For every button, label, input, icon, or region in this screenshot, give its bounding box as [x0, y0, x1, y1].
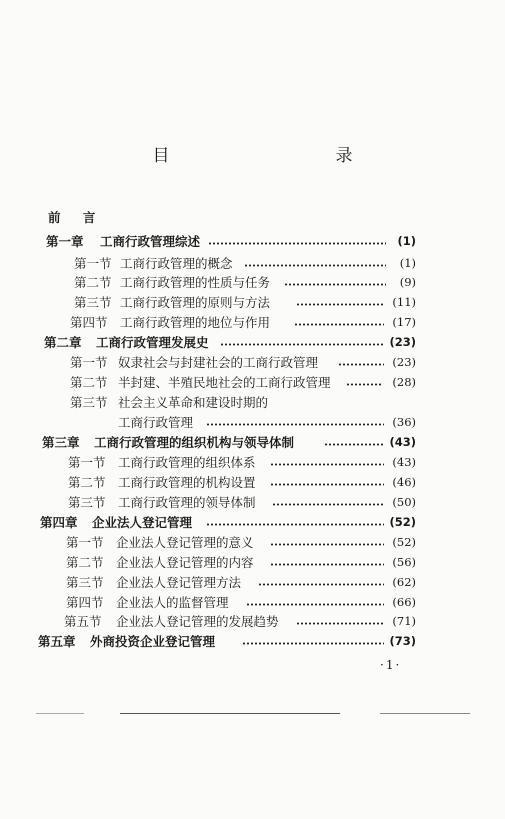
toc-section-title: 企业法人的监督管理 [116, 595, 229, 610]
toc-leader-dots [270, 463, 384, 466]
toc-section [70, 394, 416, 411]
scan-edge-line [120, 713, 340, 714]
toc-chapter-title: 外商投资企业登记管理 [90, 634, 216, 649]
toc-leader-dots [270, 483, 384, 486]
toc-section [74, 255, 416, 272]
toc-chapter [46, 233, 416, 250]
toc-page-number: (23) [392, 355, 416, 369]
toc-section-title: 企业法人登记管理的意义 [116, 535, 254, 550]
toc-leader-dots [258, 583, 384, 586]
toc-section-number: 第二节 [66, 555, 104, 570]
toc-leader-dots [206, 423, 384, 426]
toc-page-number: (50) [392, 495, 416, 509]
toc-page-number: (9) [399, 275, 416, 289]
toc-leader-dots [270, 563, 384, 566]
toc-chapter-title: 工商行政管理的组织机构与领导体制 [94, 435, 295, 450]
toc-section-title: 工商行政管理的地位与作用 [120, 315, 271, 330]
toc-page-number: (43) [389, 435, 416, 449]
toc-section-number: 第二节 [68, 475, 106, 490]
toc-section-number: 第一节 [66, 535, 104, 550]
toc-section-number: 第一节 [74, 256, 112, 271]
toc-page-number: (56) [392, 555, 416, 569]
toc-section-title: 企业法人登记管理的发展趋势 [116, 614, 279, 629]
toc-chapter-number: 第三章 [42, 435, 80, 450]
toc-chapter [42, 434, 416, 451]
toc-section [68, 474, 416, 491]
toc-page-number: (11) [392, 295, 416, 309]
toc-leader-dots [296, 622, 384, 625]
toc-section [70, 314, 416, 331]
toc-page-number: (23) [389, 335, 416, 349]
toc-page-number: (62) [392, 575, 416, 589]
toc-chapter-number: 第二章 [44, 335, 82, 350]
toc-page-number: (73) [389, 634, 416, 648]
toc-leader-dots [206, 523, 384, 526]
scan-edge-line [380, 713, 470, 714]
toc-section [70, 374, 416, 391]
toc-section [74, 274, 416, 291]
toc-page-number: (28) [392, 375, 416, 389]
toc-section-title: 工商行政管理的性质与任务 [120, 275, 271, 290]
toc-section [68, 454, 416, 471]
toc-section [66, 574, 416, 591]
toc-leader-dots [270, 543, 384, 546]
toc-leader-dots [284, 283, 386, 286]
toc-section-title: 企业法人登记管理的内容 [116, 555, 254, 570]
toc-section-title: 工商行政管理的原则与方法 [120, 295, 271, 310]
toc-section-title: 企业法人登记管理方法 [116, 575, 242, 590]
toc-page-number: (66) [392, 595, 416, 609]
toc-section-title: 半封建、半殖民地社会的工商行政管理 [118, 375, 331, 390]
toc-section-number: 第四节 [66, 595, 104, 610]
toc-section-title: 工商行政管理的组织体系 [118, 455, 256, 470]
toc-leader-dots [296, 303, 384, 306]
toc-section [66, 554, 416, 571]
toc-leader-dots [294, 323, 384, 326]
toc-section [66, 534, 416, 551]
toc-section-title: 工商行政管理的概念 [120, 256, 233, 271]
toc-section-number: 第三节 [68, 495, 106, 510]
page-title: 目 录 [152, 146, 397, 166]
toc-section-number: 第三节 [70, 395, 108, 410]
toc-leader-dots [242, 642, 384, 645]
toc-section-number: 第一节 [68, 455, 106, 470]
toc-section-title: 社会主义革命和建设时期的 [118, 395, 269, 410]
toc-page-number: (36) [392, 415, 416, 429]
toc-chapter [38, 633, 416, 650]
toc-section-number: 第三节 [74, 295, 112, 310]
toc-chapter [44, 334, 416, 351]
toc-page-number: (43) [392, 455, 416, 469]
toc-section [64, 613, 416, 630]
toc-section [70, 354, 416, 371]
toc-leader-dots [324, 443, 384, 446]
toc-section-continued [118, 414, 416, 431]
toc-leader-dots [246, 603, 384, 606]
toc-section-title: 工商行政管理 [118, 415, 194, 430]
toc-page-number: (17) [392, 315, 416, 329]
toc-chapter-title: 工商行政管理综述 [100, 234, 201, 249]
toc-chapter-number: 第一章 [46, 234, 84, 249]
toc-leader-dots [272, 503, 384, 506]
toc-chapter-number: 第四章 [40, 515, 78, 530]
page-number: ·1· [380, 658, 402, 672]
scan-edge-line [36, 713, 84, 714]
preface-heading: 前 言 [48, 210, 105, 225]
toc-leader-dots [220, 343, 384, 346]
toc-page-number: (1) [397, 234, 416, 248]
toc-section [66, 594, 416, 611]
toc-section-title: 奴隶社会与封建社会的工商行政管理 [118, 355, 319, 370]
toc-section [68, 494, 416, 511]
toc-leader-dots [346, 383, 382, 386]
toc-chapter-title: 企业法人登记管理 [92, 515, 193, 530]
toc-section [74, 294, 416, 311]
toc-section-number: 第四节 [70, 315, 108, 330]
toc-leader-dots [338, 363, 384, 366]
toc-section-number: 第五节 [64, 614, 102, 629]
toc-section-title: 工商行政管理的机构设置 [118, 475, 256, 490]
toc-chapter [40, 514, 416, 531]
toc-section-number: 第一节 [70, 355, 108, 370]
toc-section-title: 工商行政管理的领导体制 [118, 495, 256, 510]
toc-section-number: 第二节 [74, 275, 112, 290]
toc-leader-dots [244, 264, 386, 267]
toc-chapter-title: 工商行政管理发展史 [96, 335, 209, 350]
toc-section-number: 第三节 [66, 575, 104, 590]
toc-page-number: (1) [399, 256, 416, 270]
toc-page-number: (52) [392, 535, 416, 549]
toc-page-number: (52) [389, 515, 416, 529]
toc-page-number: (46) [392, 475, 416, 489]
toc-section-number: 第二节 [70, 375, 108, 390]
toc-chapter-number: 第五章 [38, 634, 76, 649]
toc-page-number: (71) [392, 614, 416, 628]
toc-leader-dots [208, 242, 386, 245]
